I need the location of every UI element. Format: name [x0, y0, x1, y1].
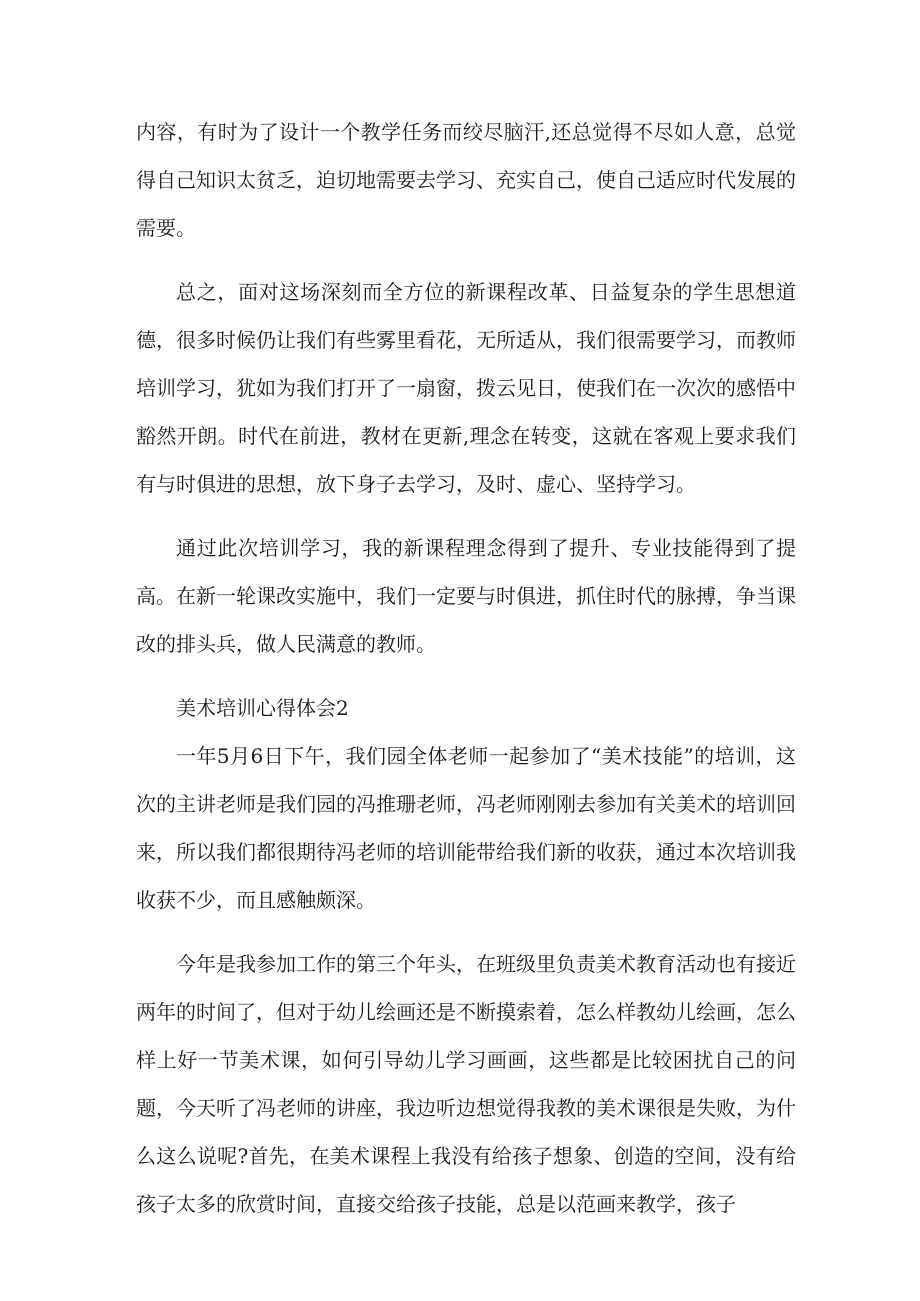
- paragraph-reflection: 今年是我参加工作的第三个年头，在班级里负责美术教育活动也有接近两年的时间了，但对于幼儿绘画还是不断摸索着，怎么样教幼儿绘画，怎么样上好一节美术课，如何引导幼儿学习画画，这些都是比较困扰自己的问题，今天听了冯老师的讲座，我边听边想觉得我教的美术课很是失败，为什么这么说呢?首先，在美术课程上我没有给孩子想象、创造的空间，没有给孩子太多的欣赏时间，直接交给孩子技能，总是以范画来教学，孩子: [136, 952, 796, 1216]
- paragraph-conclusion: 总之，面对这场深刻而全方位的新课程改革、日益复杂的学生思想道德，很多时候仍让我们有些雾里看花，无所适从，我们很需要学习，而教师培训学习，犹如为我们打开了一扇窗，拨云见日，使我们在一次次的感悟中豁然开朗。时代在前进，教材在更新,理念在转变，这就在客观上要求我们有与时俱进的思想，放下身子去学习，及时、虚心、坚持学习。: [136, 280, 796, 496]
- section-heading: 美术培训心得体会2: [176, 696, 349, 720]
- paragraph-training-intro: 一年5月6日下午，我们园全体老师一起参加了“美术技能”的培训，这次的主讲老师是我们园的冯推珊老师，冯老师刚刚去参加有关美术的培训回来，所以我们都很期待冯老师的培训能带给我们新的收获，通过本次培训我收获不少，而且感触颇深。: [136, 744, 796, 912]
- paragraph-summary: 通过此次培训学习，我的新课程理念得到了提升、专业技能得到了提高。在新一轮课改实施中，我们一定要与时俱进，抓住时代的脉搏，争当课改的排头兵，做人民满意的教师。: [136, 536, 796, 656]
- document-body: [136, 108, 796, 1228]
- paragraph-continuation: 内容，有时为了设计一个教学任务而绞尽脑汗,还总觉得不尽如人意，总觉得自己知识太贫乏，迫切地需要去学习、充实自己，使自己适应时代发展的需要。: [136, 120, 796, 240]
